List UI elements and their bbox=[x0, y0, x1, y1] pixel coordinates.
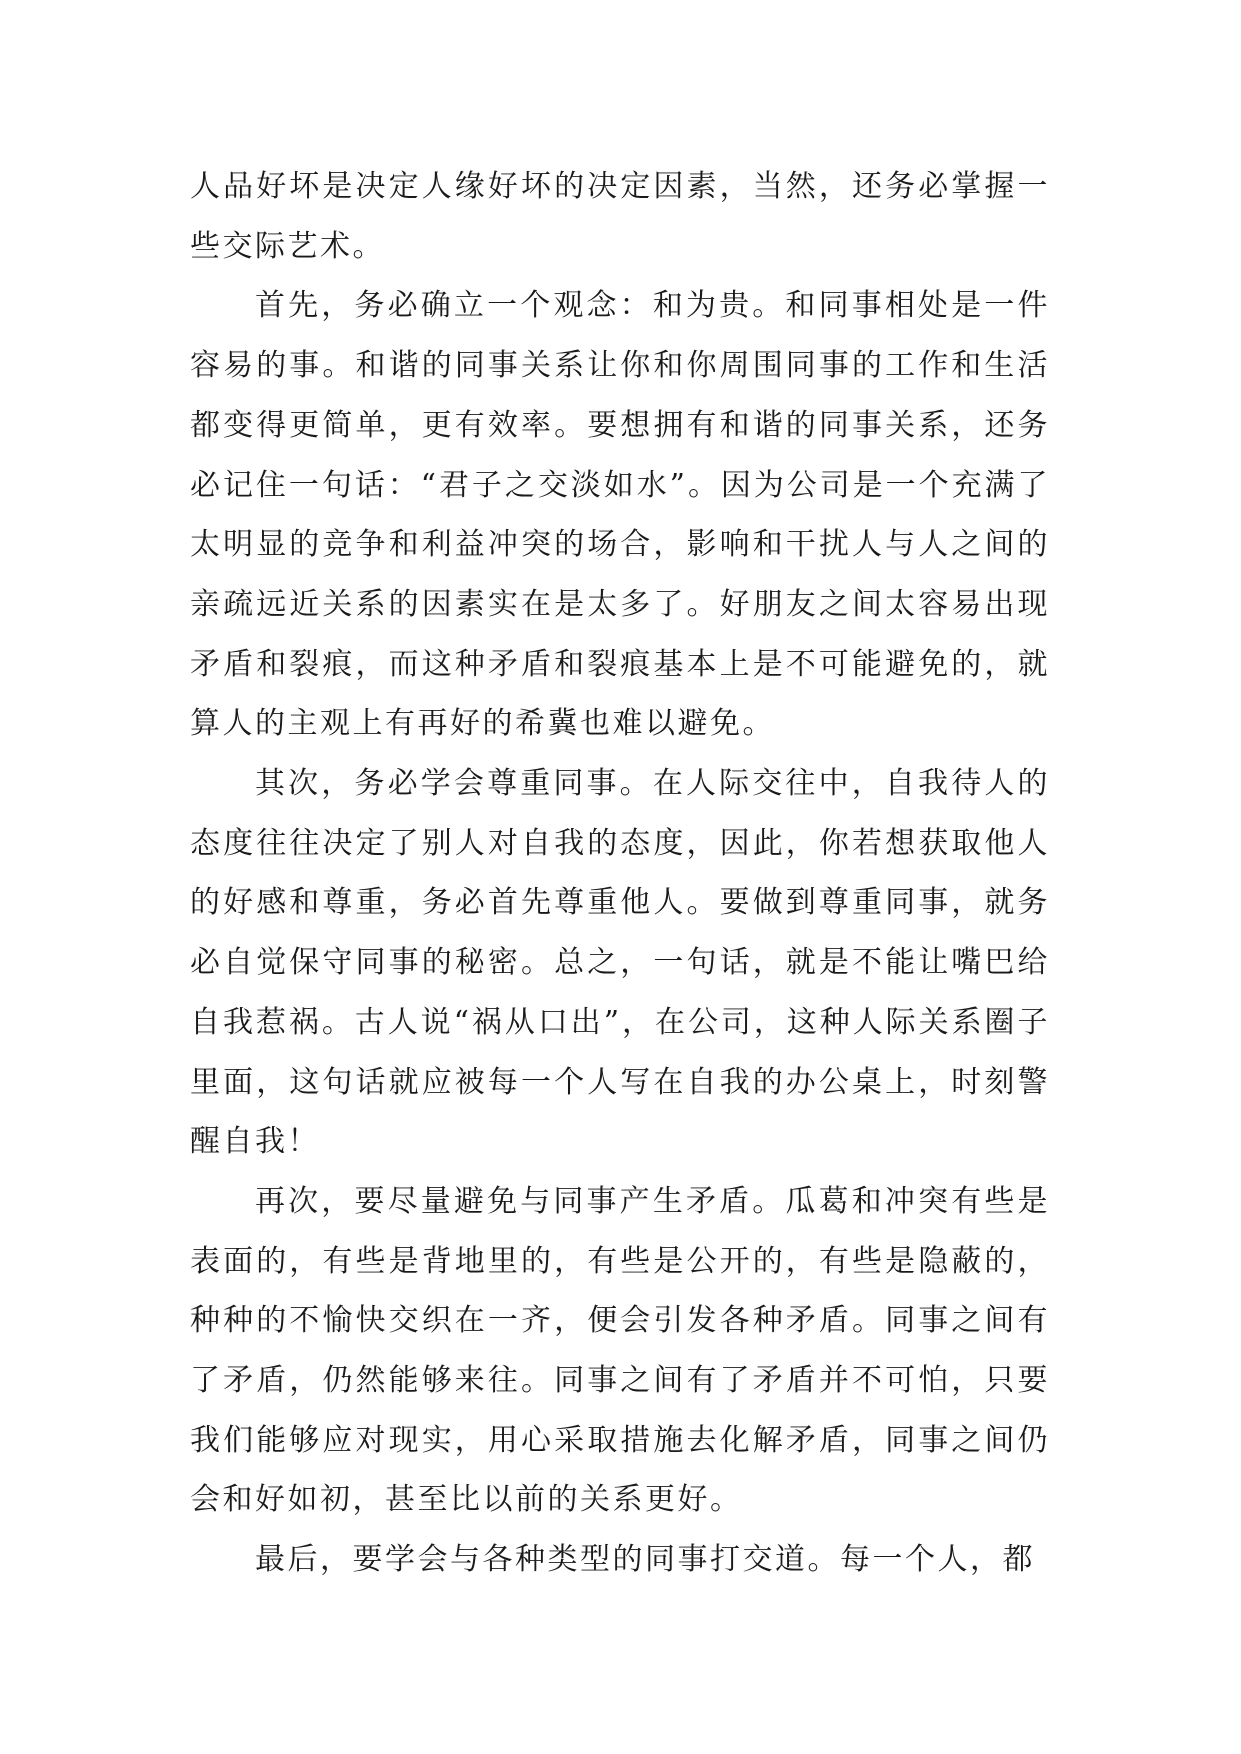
paragraph-finally: 最后，要学会与各种类型的同事打交道。每一个人，都 bbox=[255, 1542, 1035, 1578]
paragraph-harmony: 首先，务必确立一个观念：和为贵。和同事相处是一件容易的事。和谐的同事关系让你和你周围同事的工作和生活都变得更简单，更有效率。要想拥有和谐的同事关系，还务必记住一句话：“君子之交淡如水”。因为公司是一个充满了太明显的竞争和利益冲突的场合，影响和干扰人与人之间的亲疏远近关系的因素实在是太多了。好朋友之间太容易出现矛盾和裂痕，而这种矛盾和裂痕基本上是不可能避免的，就算人的主观上有再好的希冀也难以避免。 bbox=[190, 288, 1050, 742]
paragraph-continuation: 人品好坏是决定人缘好坏的决定因素，当然，还务必掌握一些交际艺术。 bbox=[190, 169, 1050, 264]
document-body bbox=[190, 157, 1050, 1590]
paragraph-respect: 其次，务必学会尊重同事。在人际交往中，自我待人的态度往往决定了别人对自我的态度，因此，你若想获取他人的好感和尊重，务必首先尊重他人。要做到尊重同事，就务必自觉保守同事的秘密。总之，一句话，就是不能让嘴巴给自我惹祸。古人说“祸从口出”，在公司，这种人际关系圈子里面，这句话就应被每一个人写在自我的办公桌上，时刻警醒自我！ bbox=[190, 766, 1050, 1160]
paragraph-avoid-conflict: 再次，要尽量避免与同事产生矛盾。瓜葛和冲突有些是表面的，有些是背地里的，有些是公开的，有些是隐蔽的，种种的不愉快交织在一齐，便会引发各种矛盾。同事之间有了矛盾，仍然能够来往。同事之间有了矛盾并不可怕，只要我们能够应对现实，用心采取措施去化解矛盾，同事之间仍会和好如初，甚至比以前的关系更好。 bbox=[190, 1183, 1050, 1518]
